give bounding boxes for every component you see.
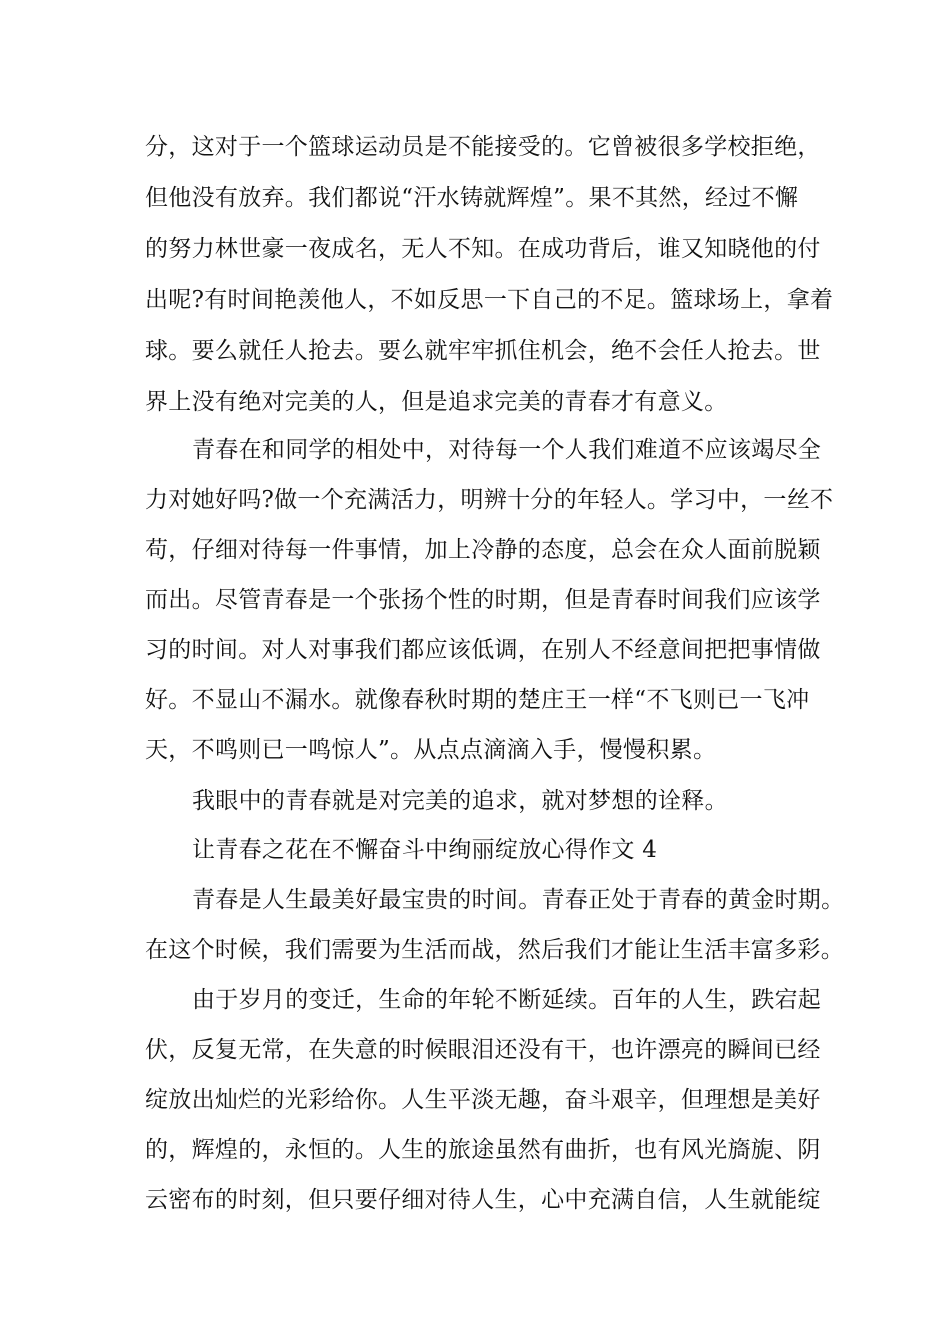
text-line: 但他没有放弃。我们都说“汗水铸就辉煌”。果不其然，经过不懈 <box>145 185 799 211</box>
text-line: 球。要么就任人抢去。要么就牢牢抓住机会，绝不会任人抢去。世 <box>145 338 821 364</box>
text-line: 苟，仔细对待每一件事情，加上冷静的态度，总会在众人面前脱颖 <box>145 537 821 563</box>
text-line: 而出。尽管青春是一个张扬个性的时期，但是青春时间我们应该学 <box>145 587 821 613</box>
paragraph-start-line: 青春在和同学的相处中，对待每一个人我们难道不应该竭尽全 <box>192 437 822 463</box>
text-line: 习的时间。对人对事我们都应该低调，在别人不经意间把把事情做 <box>145 637 821 663</box>
section-heading: 让青春之花在不懈奋斗中绚丽绽放心得作文 4 <box>192 837 658 863</box>
text-line: 天，不鸣则已一鸣惊人”。从点点滴滴入手，慢慢积累。 <box>145 737 717 763</box>
text-line: 的努力林世豪一夜成名，无人不知。在成功背后，谁又知晓他的付 <box>145 236 821 262</box>
paragraph-start-line: 青春是人生最美好最宝贵的时间。青春正处于青春的黄金时期。 <box>192 887 845 913</box>
text-line: 力对她好吗?做一个充满活力，明辨十分的年轻人。学习中，一丝不 <box>145 487 834 513</box>
text-line: 分，这对于一个篮球运动员是不能接受的。它曾被很多学校拒绝， <box>145 134 821 160</box>
text-line: 在这个时候，我们需要为生活而战，然后我们才能让生活丰富多彩。 <box>145 937 844 963</box>
paragraph-start-line: 由于岁月的变迁，生命的年轮不断延续。百年的人生，跌宕起 <box>192 987 822 1013</box>
text-line: 云密布的时刻，但只要仔细对待人生，心中充满自信，人生就能绽 <box>145 1187 821 1213</box>
paragraph-line: 我眼中的青春就是对完美的追求，就对梦想的诠释。 <box>192 788 728 814</box>
text-line: 的，辉煌的，永恒的。人生的旅途虽然有曲折，也有风光旖旎、阴 <box>145 1137 821 1163</box>
text-line: 界上没有绝对完美的人，但是追求完美的青春才有意义。 <box>145 389 728 415</box>
text-line: 出呢?有时间艳羡他人，不如反思一下自己的不足。篮球场上，拿着 <box>145 287 834 313</box>
text-line: 绽放出灿烂的光彩给你。人生平淡无趣，奋斗艰辛，但理想是美好 <box>145 1087 821 1113</box>
text-line: 伏，反复无常，在失意的时候眼泪还没有干，也许漂亮的瞬间已经 <box>145 1037 821 1063</box>
text-line: 好。不显山不漏水。就像春秋时期的楚庄王一样“不飞则已一飞冲 <box>145 687 810 713</box>
